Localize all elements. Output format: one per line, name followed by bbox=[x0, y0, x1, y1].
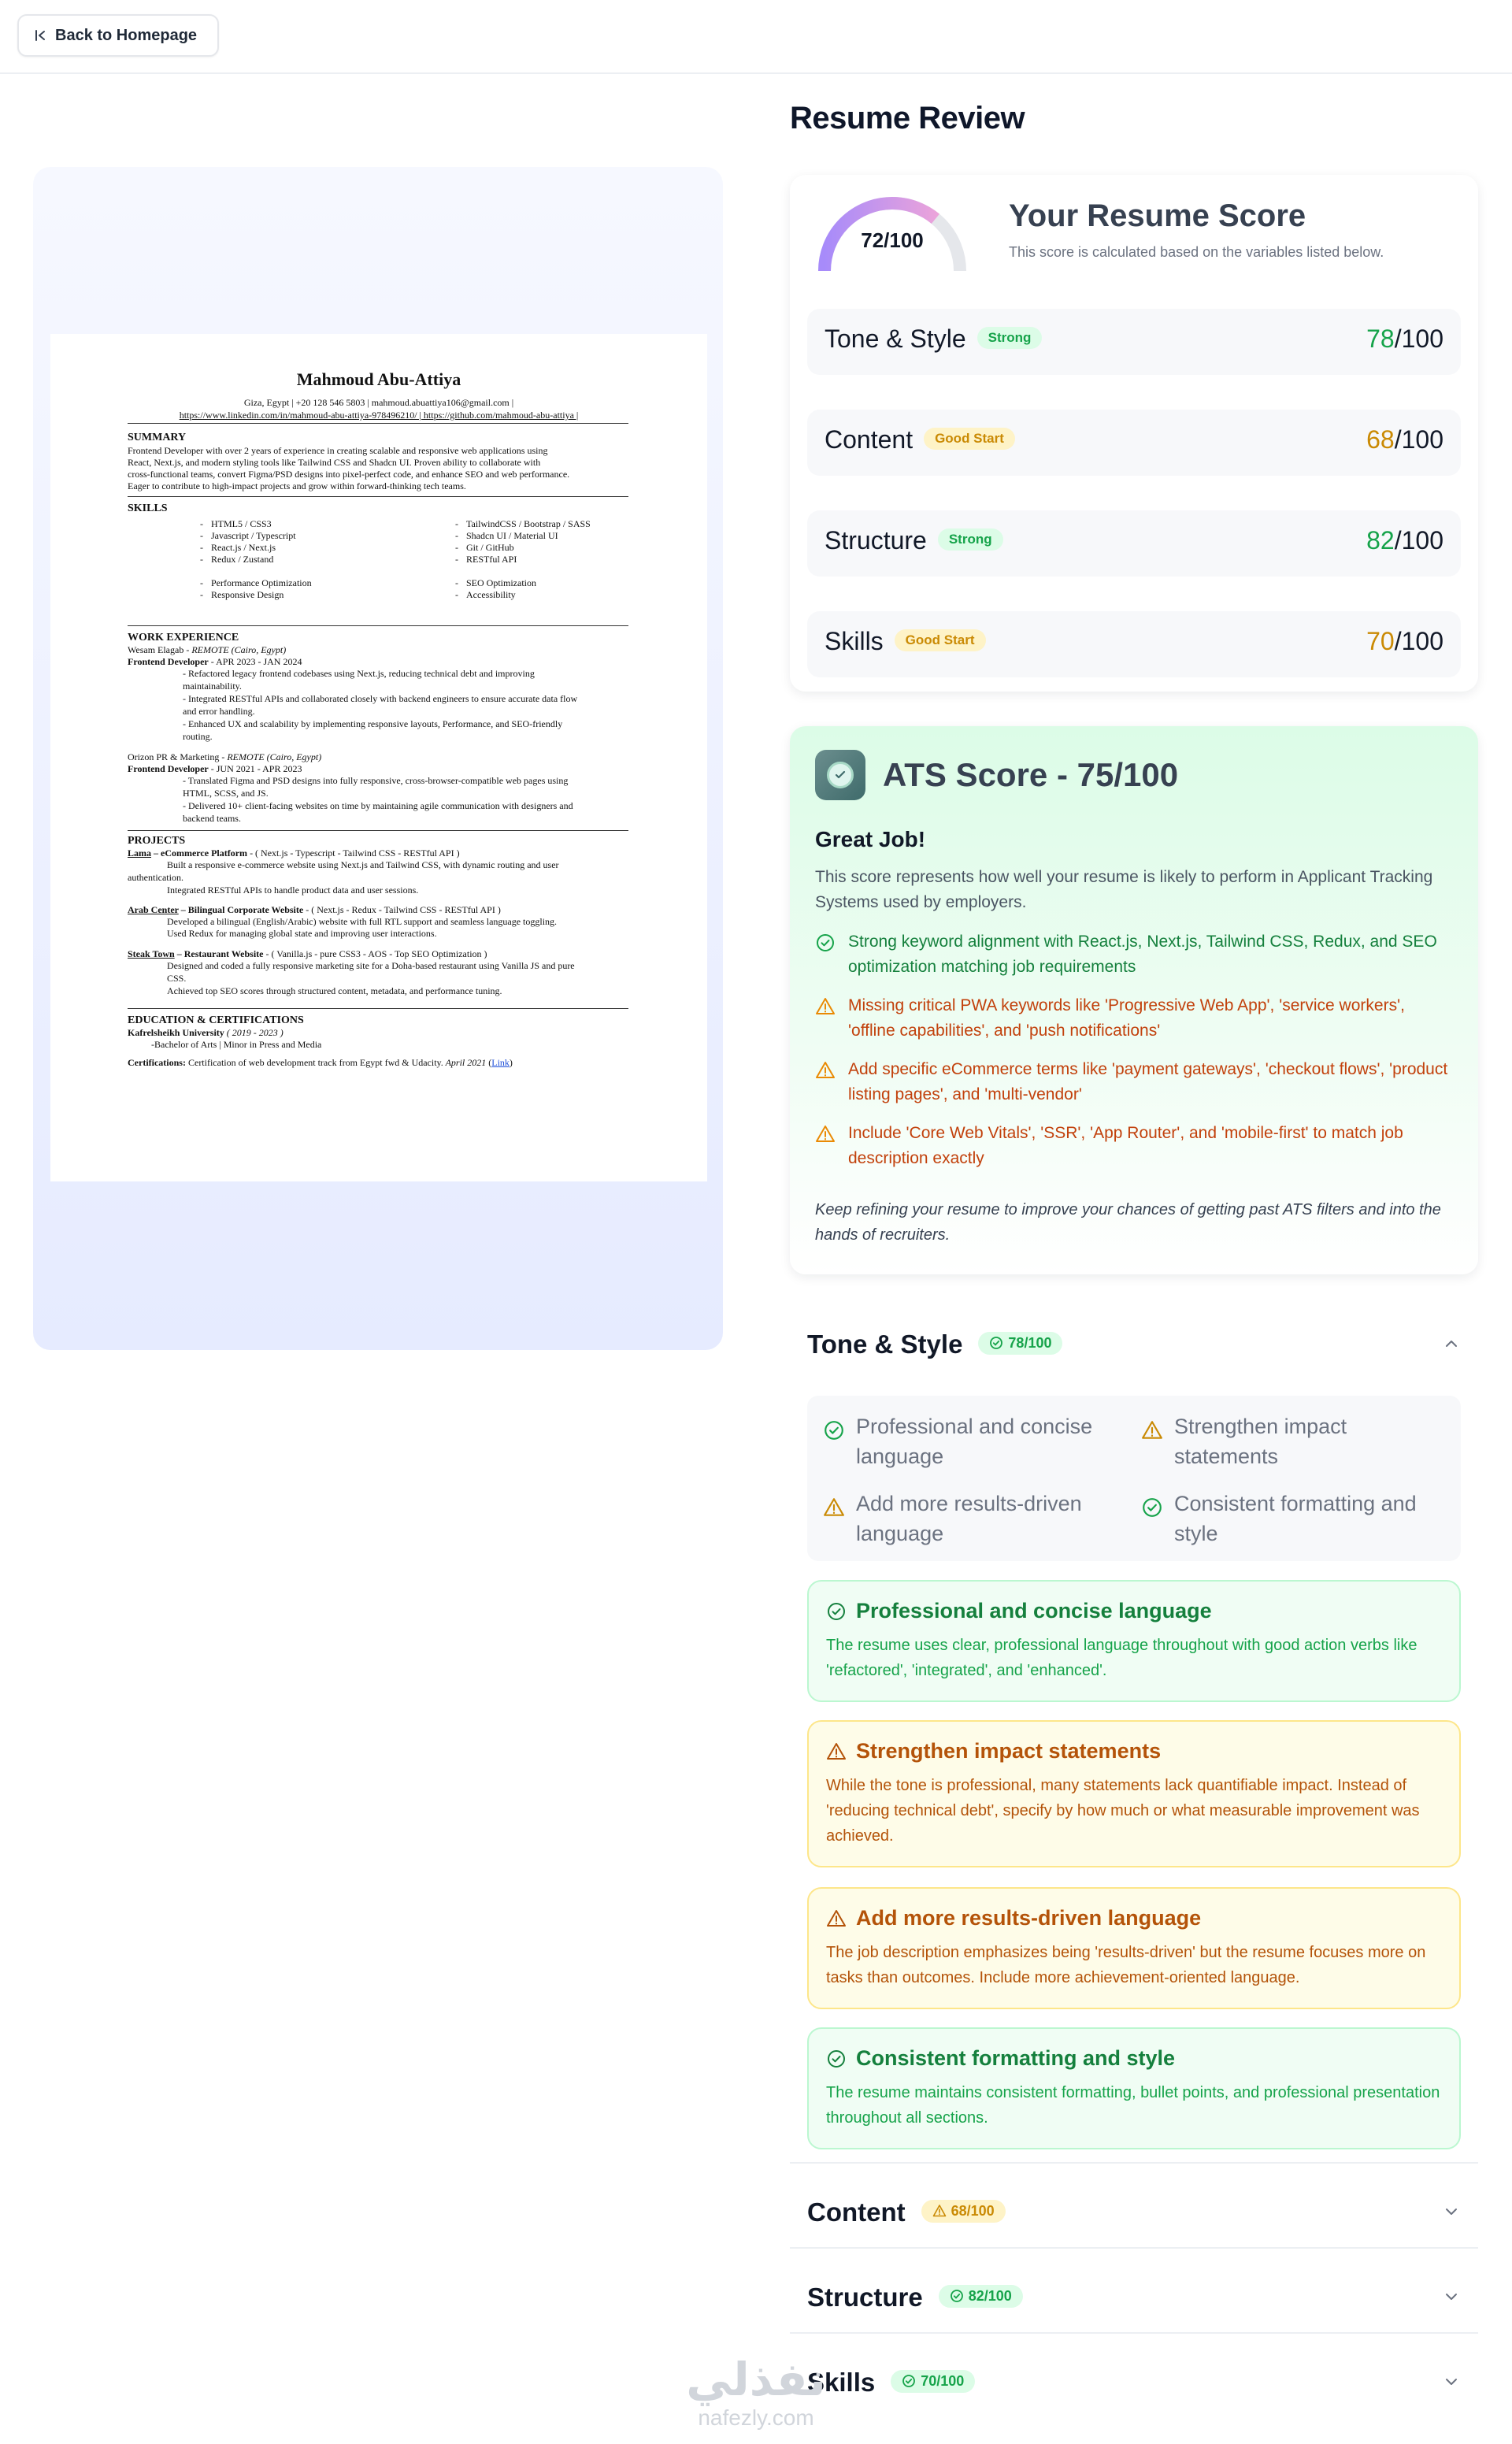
detail-text: While the tone is professional, many statements lack quantifiable impact. Instead of 'reducing technical debt', specify by how much or what measurable improvement was achieved. bbox=[826, 1777, 1420, 1845]
category-name: Structure bbox=[825, 526, 927, 554]
education-heading: EDUCATION & CERTIFICATIONS bbox=[128, 1014, 304, 1026]
accordion-title: Tone & Style bbox=[807, 1330, 963, 1359]
tip-text: Consistent formatting and style bbox=[1174, 1492, 1417, 1545]
job2-company-line: Orizon PR & Marketing - REMOTE (Cairo, Egypt) bbox=[128, 751, 322, 762]
tone-detail-improvement bbox=[807, 1887, 1461, 2009]
skill-item: HTML5 / CSS3 bbox=[211, 518, 272, 529]
warning-icon bbox=[815, 1124, 836, 1144]
check-circle-icon bbox=[823, 1419, 845, 1441]
skill-item: Responsive Design bbox=[211, 589, 284, 600]
section-score-badge: 70/100 bbox=[891, 2370, 975, 2393]
watermark-arabic: نفذلي bbox=[686, 2354, 826, 2405]
divider bbox=[128, 423, 628, 424]
check-circle-icon bbox=[1141, 1496, 1163, 1519]
resume-preview-panel[interactable] bbox=[33, 167, 723, 1350]
category-row-skills bbox=[807, 611, 1461, 677]
divider bbox=[790, 2162, 1478, 2164]
ats-item-text: Include 'Core Web Vitals', 'SSR', 'App Router', and 'mobile-first' to match job description exactly bbox=[848, 1124, 1403, 1167]
warning-icon bbox=[815, 996, 836, 1017]
bullet-marker: - bbox=[200, 554, 203, 565]
tone-detail-strength bbox=[807, 2027, 1461, 2149]
category-score: 70/100 bbox=[1366, 627, 1443, 655]
score-value: 72/100 bbox=[861, 228, 924, 252]
bullet-marker: - bbox=[200, 589, 203, 600]
category-score: 78/100 bbox=[1366, 325, 1443, 353]
skill-item: TailwindCSS / Bootstrap / SASS bbox=[466, 518, 591, 529]
ats-score-card bbox=[790, 726, 1478, 1274]
ats-warning-item bbox=[815, 1121, 1453, 1171]
tone-tip-item bbox=[823, 1411, 1130, 1471]
score-title: Your Resume Score bbox=[1009, 198, 1306, 233]
check-circle-icon bbox=[989, 1336, 1003, 1350]
summary-line: Eager to contribute to high-impact projects and grow within forward-thinking tech teams. bbox=[128, 480, 466, 491]
back-to-homepage-button[interactable] bbox=[17, 14, 219, 57]
accordion-skills[interactable] bbox=[790, 2350, 1478, 2413]
resume-contact: Giza, Egypt | +20 128 546 5803 | mahmoud.abuattiya106@gmail.com | bbox=[243, 397, 514, 408]
accordion-title: Structure bbox=[807, 2283, 923, 2312]
ats-title: ATS Score - 75/100 bbox=[883, 756, 1179, 793]
resume-text-line: Developed a bilingual (English/Arabic) website with full RTL support and seamless language toggling. bbox=[167, 916, 558, 927]
category-score: 68/100 bbox=[1366, 425, 1443, 454]
warning-icon bbox=[815, 1060, 836, 1081]
detail-title: Consistent formatting and style bbox=[826, 2046, 1442, 2071]
ats-item-text: Strong keyword alignment with React.js, Next.js, Tailwind CSS, Redux, and SEO optimization matching job requirements bbox=[848, 933, 1437, 976]
resume-text-line: Designed and coded a fully responsive marketing site for a Doha-based restaurant using Vanilla JS and pure bbox=[167, 960, 575, 971]
ats-badge-icon bbox=[815, 750, 865, 800]
detail-text: The resume uses clear, professional language throughout with good action verbs like 'refactored', 'integrated', and 'enhanced'. bbox=[826, 1637, 1418, 1679]
tip-text: Professional and concise language bbox=[856, 1415, 1093, 1468]
work-heading: WORK EXPERIENCE bbox=[128, 632, 239, 643]
warning-icon bbox=[823, 1496, 845, 1519]
warning-icon bbox=[932, 2204, 947, 2218]
accordion-title: Skills bbox=[807, 2368, 876, 2397]
summary-line: cross-functional teams, convert Figma/PSD designs into pixel-perfect code, and enhance SEO and web performance. bbox=[128, 469, 570, 480]
section-score-badge: 68/100 bbox=[921, 2200, 1006, 2223]
check-circle-icon bbox=[826, 2049, 847, 2069]
tone-tip-item bbox=[1141, 1411, 1448, 1471]
check-circle-icon bbox=[902, 2374, 916, 2388]
chevron-down-icon[interactable] bbox=[1442, 2372, 1461, 2391]
tone-tip-item bbox=[823, 1489, 1130, 1548]
resume-text-line: HTML, SCSS, and JS. bbox=[183, 788, 269, 799]
bullet-marker: - bbox=[455, 530, 458, 541]
resume-document[interactable] bbox=[50, 334, 707, 1181]
resume-links[interactable]: https://www.linkedin.com/in/mahmoud-abu-attiya-978496210/ | https://github.com/mahmoud-abu-attiya | bbox=[179, 410, 579, 421]
divider bbox=[790, 2247, 1478, 2249]
check-icon bbox=[834, 769, 847, 781]
chevron-up-icon[interactable] bbox=[1442, 1334, 1461, 1353]
ats-strength-item bbox=[815, 929, 1453, 980]
resume-text-line: maintainability. bbox=[183, 681, 242, 692]
skill-item: Redux / Zustand bbox=[211, 554, 274, 565]
accordion-structure[interactable] bbox=[790, 2265, 1478, 2328]
resume-text-line: Achieved top SEO scores through structured content, metadata, and performance tuning. bbox=[167, 985, 502, 996]
section-score-badge: 82/100 bbox=[939, 2285, 1023, 2308]
warning-icon bbox=[826, 1741, 847, 1762]
divider bbox=[128, 830, 628, 831]
resume-text-line: authentication. bbox=[128, 872, 183, 883]
tone-detail-improvement bbox=[807, 1720, 1461, 1867]
education-degree: -Bachelor of Arts | Minor in Press and Media bbox=[151, 1039, 322, 1050]
check-circle-icon bbox=[815, 933, 836, 953]
resume-text-line: - Integrated RESTful APIs and collaborated closely with backend engineers to ensure accurate data flow bbox=[183, 693, 578, 704]
bullet-marker: - bbox=[200, 518, 203, 529]
warning-icon bbox=[826, 1908, 847, 1929]
resume-text-line: - Translated Figma and PSD designs into fully responsive, cross-browser-compatible web pages using bbox=[183, 775, 569, 786]
skill-item: Performance Optimization bbox=[211, 577, 312, 588]
category-badge: Strong bbox=[977, 327, 1043, 349]
job1-role-line: Frontend Developer - APR 2023 - JAN 2024 bbox=[128, 656, 302, 667]
warning-icon bbox=[1141, 1419, 1163, 1441]
job2-role-line: Frontend Developer - JUN 2021 - APR 2023 bbox=[128, 763, 302, 774]
skills-heading: SKILLS bbox=[128, 503, 168, 514]
detail-text: The job description emphasizes being 'results-driven' but the resume focuses more on tasks than outcomes. Include more achievement-oriented language. bbox=[826, 1944, 1426, 1986]
category-row-content bbox=[807, 410, 1461, 476]
project2-title: Arab Center – Bilingual Corporate Website - ( Next.js - Redux - Tailwind CSS - RESTful API ) bbox=[128, 904, 501, 915]
ats-warning-item bbox=[815, 993, 1453, 1044]
divider bbox=[790, 2332, 1478, 2334]
bullet-marker: - bbox=[455, 542, 458, 553]
skill-item: SEO Optimization bbox=[466, 577, 536, 588]
accordion-title: Content bbox=[807, 2197, 906, 2227]
divider bbox=[128, 496, 628, 497]
ats-feedback-list bbox=[815, 929, 1453, 1185]
summary-line: React, Next.js, and modern styling tools like Tailwind CSS and Shadcn UI. Proven ability to collaborate with bbox=[128, 457, 541, 468]
job1-company-line: Wesam Elagab - REMOTE (Cairo, Egypt) bbox=[128, 644, 287, 655]
project1-title: Lama – eCommerce Platform - ( Next.js - Typescript - Tailwind CSS - RESTful API ) bbox=[128, 847, 460, 859]
summary-heading: SUMMARY bbox=[128, 432, 187, 443]
watermark-latin: nafezly.com bbox=[698, 2405, 814, 2430]
resume-text-line: CSS. bbox=[167, 973, 187, 984]
skill-item: RESTful API bbox=[466, 554, 517, 565]
category-name: Skills bbox=[825, 627, 884, 655]
category-badge: Good Start bbox=[924, 428, 1015, 450]
resume-text-line: Built a responsive e-commerce website using Next.js and Tailwind CSS, with dynamic routing and user bbox=[167, 859, 559, 870]
bullet-marker: - bbox=[455, 554, 458, 565]
section-score-badge: 78/100 bbox=[978, 1332, 1062, 1355]
score-subtitle: This score is calculated based on the variables listed below. bbox=[1009, 244, 1384, 260]
ats-item-text: Add specific eCommerce terms like 'payment gateways', 'checkout flows', 'product listing pages', and 'multi-vendor' bbox=[848, 1060, 1448, 1103]
category-score: 82/100 bbox=[1366, 526, 1443, 554]
detail-text: The resume maintains consistent formatting, bullet points, and professional presentation throughout all sections. bbox=[826, 2084, 1440, 2127]
ats-footer: Keep refining your resume to improve your chances of getting past ATS filters and into the hands of recruiters. bbox=[815, 1201, 1441, 1244]
skill-item: Git / GitHub bbox=[466, 542, 514, 553]
ats-headline: Great Job! bbox=[815, 827, 926, 851]
back-button-label: Back to Homepage bbox=[55, 26, 198, 44]
category-row-structure bbox=[807, 510, 1461, 577]
bullet-marker: - bbox=[455, 518, 458, 529]
projects-heading: PROJECTS bbox=[128, 835, 186, 847]
category-badge: Strong bbox=[938, 528, 1003, 551]
resume-text-line: Used Redux for managing global state and improving user interactions. bbox=[167, 928, 437, 939]
divider bbox=[128, 625, 628, 626]
top-bar bbox=[0, 0, 1512, 74]
skill-item: Shadcn UI / Material UI bbox=[466, 530, 558, 541]
accordion-content[interactable] bbox=[790, 2180, 1478, 2243]
resume-text-line: - Enhanced UX and scalability by implementing responsive layouts, Performance, and SEO-friendly bbox=[183, 718, 563, 729]
resume-text-line: and error handling. bbox=[183, 706, 255, 717]
tip-text: Add more results-driven language bbox=[856, 1492, 1082, 1545]
tone-tip-item bbox=[1141, 1489, 1448, 1548]
category-name: Content bbox=[825, 425, 914, 454]
ats-description: This score represents how well your resume is likely to perform in Applicant Tracking Systems used by employers. bbox=[815, 868, 1433, 911]
resume-text-line: routing. bbox=[183, 731, 213, 742]
bullet-marker: - bbox=[200, 542, 203, 553]
detail-title: Professional and concise language bbox=[826, 1599, 1442, 1623]
summary-line: Frontend Developer with over 2 years of experience in creating scalable and responsive web applications using bbox=[128, 445, 548, 456]
watermark bbox=[673, 2355, 839, 2431]
ats-item-text: Missing critical PWA keywords like 'Progressive Web App', 'service workers', 'offline capabilities', and 'push notifications' bbox=[848, 996, 1405, 1040]
resume-text-line: - Refactored legacy frontend codebases using Next.js, reducing technical debt and improving bbox=[183, 668, 535, 679]
resume-score-card bbox=[790, 175, 1478, 692]
certification-link[interactable]: Link bbox=[491, 1057, 510, 1068]
divider bbox=[128, 1008, 628, 1009]
resume-text-line: - Delivered 10+ client-facing websites on time by maintaining agile communication with designers and bbox=[183, 800, 573, 811]
skill-item: Javascript / Typescript bbox=[211, 530, 296, 541]
resume-name: Mahmoud Abu-Attiya bbox=[296, 369, 461, 389]
accordion-tone-style[interactable] bbox=[790, 1312, 1478, 1375]
detail-title: Strengthen impact statements bbox=[826, 1739, 1442, 1763]
resume-text-line: Integrated RESTful APIs to handle product data and user sessions. bbox=[167, 885, 419, 896]
bullet-marker: - bbox=[200, 577, 203, 588]
bullet-marker: - bbox=[455, 589, 458, 600]
project3-title: Steak Town – Restaurant Website - ( Vanilla.js - pure CSS3 - AOS - Top SEO Optimization ) bbox=[128, 948, 487, 959]
ats-warning-item bbox=[815, 1057, 1453, 1107]
category-name: Tone & Style bbox=[825, 325, 966, 353]
category-badge: Good Start bbox=[895, 629, 986, 651]
back-arrow-icon bbox=[35, 30, 46, 41]
check-circle-icon bbox=[950, 2289, 964, 2303]
certifications-line: Certifications: Certification of web development track from Egypt fwd & Udacity. April 2021 (Link) bbox=[128, 1057, 513, 1068]
page-title: Resume Review bbox=[790, 101, 1025, 135]
bullet-marker: - bbox=[455, 577, 458, 588]
check-circle-icon bbox=[826, 1601, 847, 1622]
bullet-marker: - bbox=[200, 530, 203, 541]
detail-title: Add more results-driven language bbox=[826, 1906, 1442, 1930]
resume-text-line: backend teams. bbox=[183, 813, 241, 824]
skill-item: React.js / Next.js bbox=[211, 542, 276, 553]
education-school: Kafrelsheikh University ( 2019 - 2023 ) bbox=[128, 1027, 284, 1038]
tone-detail-strength bbox=[807, 1580, 1461, 1702]
tone-tips-grid bbox=[807, 1396, 1461, 1561]
chevron-down-icon[interactable] bbox=[1442, 2202, 1461, 2221]
tip-text: Strengthen impact statements bbox=[1174, 1415, 1347, 1468]
skill-item: Accessibility bbox=[466, 589, 516, 600]
chevron-down-icon[interactable] bbox=[1442, 2287, 1461, 2306]
category-row-tone-style bbox=[807, 309, 1461, 375]
